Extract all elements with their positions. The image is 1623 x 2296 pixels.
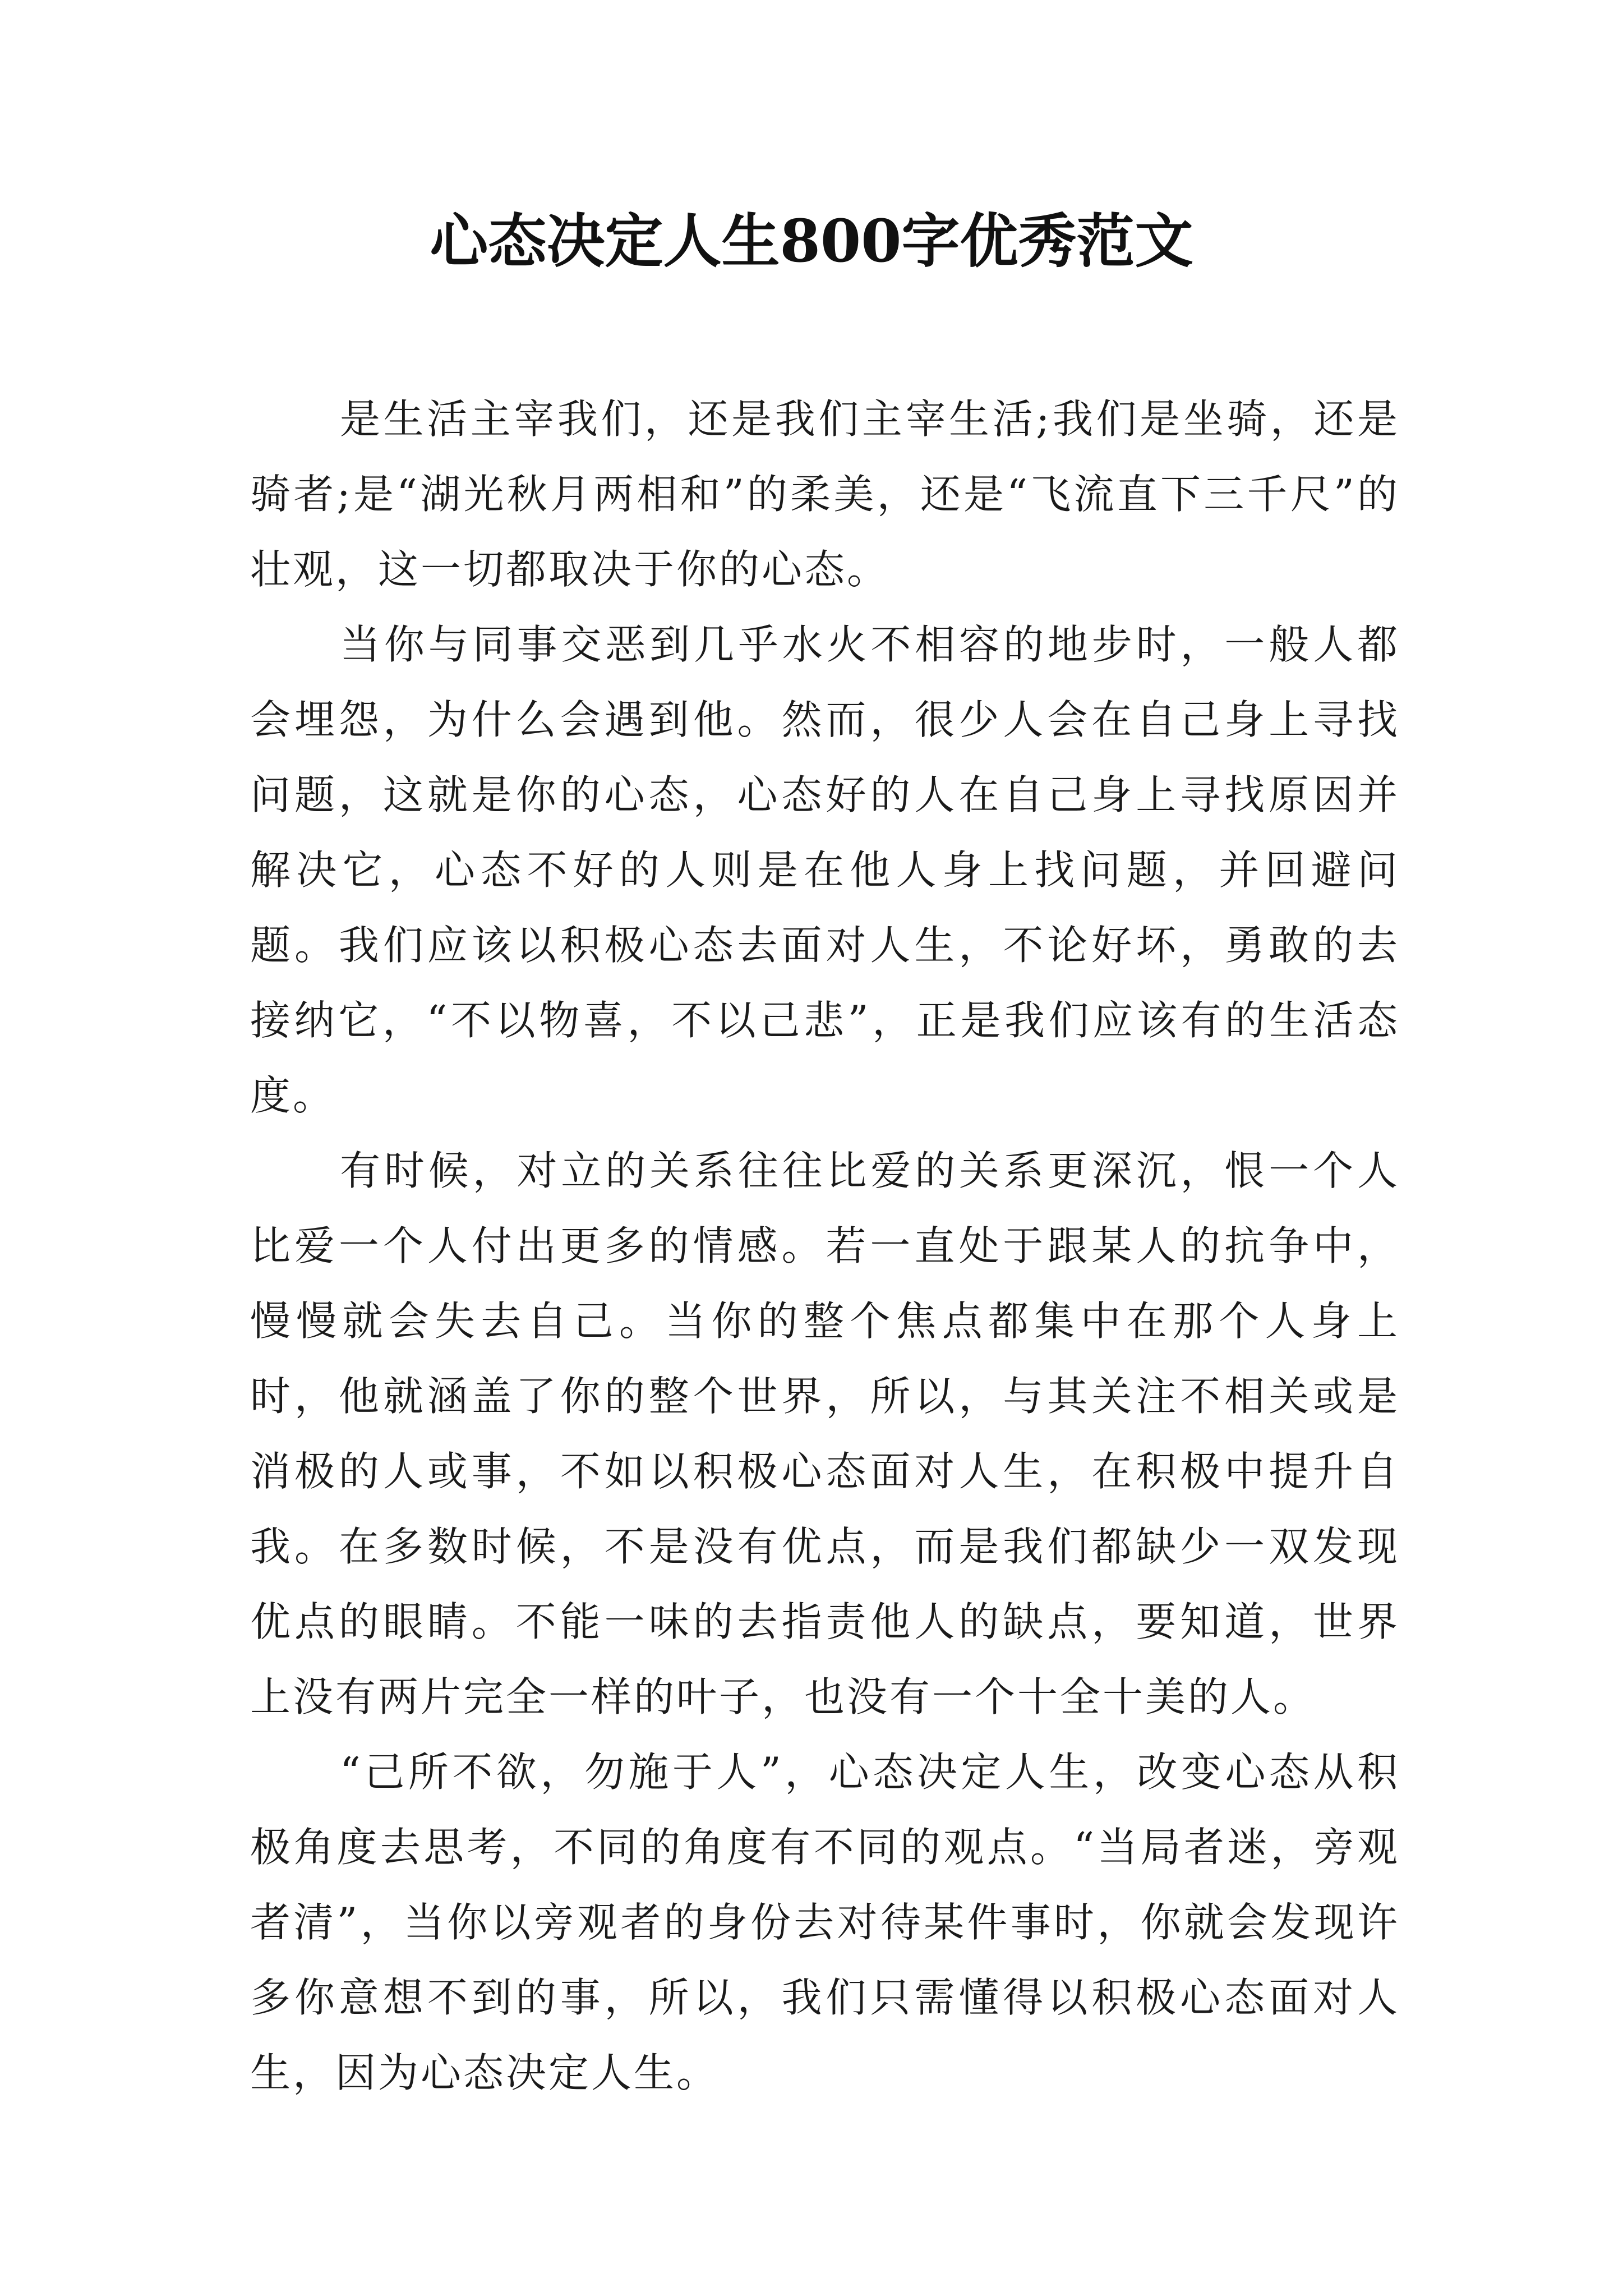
paragraph-4: “己所不欲，勿施于人”，心态决定人生，改变心态从积极角度去思考，不同的角度有不同的观点。“当局者迷，旁观者清”，当你以旁观者的身份去对待某件事时，你就会发现许多你意想不到的事，所以，我们只需懂得以积极心态面对人生，因为心态决定人生。 [250, 1749, 1400, 2096]
paragraph-2: 当你与同事交恶到几乎水火不相容的地步时，一般人都会埋怨，为什么会遇到他。然而，很少人会在自己身上寻找问题，这就是你的心态，心态好的人在自己身上寻找原因并解决它，心态不好的人则是在他人身上找问题，并回避问题。我们应该以积极心态去面对人生，不论好坏，勇敢的去接纳它，“不以物喜，不以己悲”，正是我们应该有的生活态度。 [250, 621, 1400, 1119]
paragraph-1: 是生活主宰我们，还是我们主宰生活;我们是坐骑，还是骑者;是“湖光秋月两相和”的柔美，还是“飞流直下三千尺”的壮观，这一切都取决于你的心态。 [250, 395, 1400, 593]
document-title: 心态决定人生800字优秀范文 [430, 206, 1193, 275]
document-body [250, 381, 1400, 2110]
paragraph-3: 有时候，对立的关系往往比爱的关系更深沉，恨一个人比爱一个人付出更多的情感。若一直处于跟某人的抗争中，慢慢就会失去自己。当你的整个焦点都集中在那个人身上时，他就涵盖了你的整个世界，所以，与其关注不相关或是消极的人或事，不如以积极心态面对人生，在积极中提升自我。在多数时候，不是没有优点，而是我们都缺少一双发现优点的眼睛。不能一味的去指责他人的缺点，要知道，世界上没有两片完全一样的叶子，也没有一个十全十美的人。 [250, 1147, 1400, 1720]
